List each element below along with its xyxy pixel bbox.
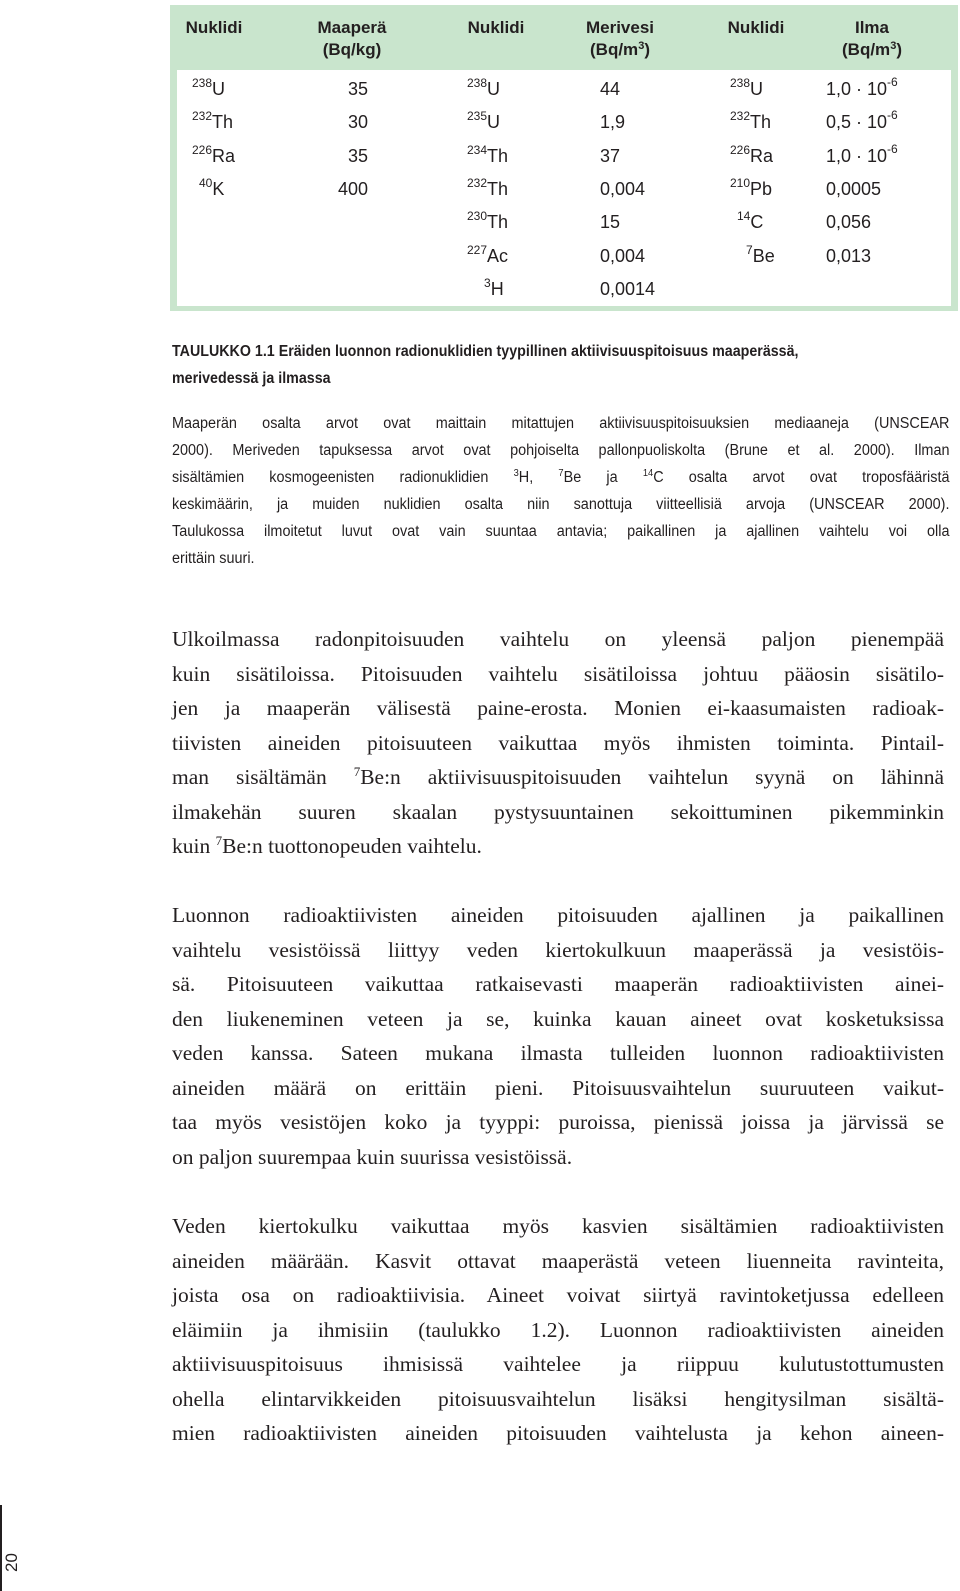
value-text: 37 — [600, 145, 621, 166]
value-text: 400 — [337, 178, 368, 199]
page-number: 20 — [2, 1553, 21, 1572]
text-run: man sisältämän — [172, 765, 354, 789]
paragraph-line: Luonnon radioaktiivisten aineiden pitoisuuden ajallinen ja paikallinen — [172, 903, 944, 927]
caption-text: sisältämien kosmogeenisten radionuklidien — [172, 469, 514, 486]
caption-text: C osalta arvot ovat troposfääristä — [653, 469, 950, 486]
paragraph-line: aktiivisuuspitoisuus ihmisissä vaihtelee ja riippuu kulutustottumusten — [172, 1352, 944, 1376]
mass-number: 3 — [484, 275, 491, 290]
value-text: 0,013 — [826, 245, 872, 266]
paragraph-waters — [172, 898, 944, 1174]
paragraph-line: veden kanssa. Sateen mukana ilmasta tulleiden luonnon radioaktiivisten — [172, 1041, 944, 1065]
caption-line — [172, 464, 949, 491]
value-cell — [600, 78, 620, 100]
mass-number: 238 — [192, 76, 213, 90]
mass-number: 234 — [467, 142, 488, 157]
header-unit: (Bq/kg) — [322, 40, 382, 59]
value-cell — [600, 278, 655, 300]
value-cell — [826, 245, 871, 267]
value-text: 30 — [347, 112, 368, 133]
value-cell — [270, 111, 368, 133]
header-label: Nuklidi — [467, 18, 525, 37]
paragraph-radon — [172, 622, 944, 864]
header-label: Merivesi — [585, 18, 655, 37]
paragraph-line: sä. Pitoisuuteen vaikuttaa ratkaisevasti maaperän radioaktiivisten ainei- — [172, 972, 944, 996]
caption-line: Maaperän osalta arvot ovat maittain mitattujen aktiivisuuspitoisuuksien mediaaneja (UNSCEAR — [172, 415, 950, 432]
value-text: 44 — [600, 79, 621, 99]
value-text: 35 — [347, 79, 368, 99]
value-cell — [600, 178, 645, 200]
caption-line: erittäin suuri. — [172, 550, 255, 567]
value-text: 1,0 · 10 — [826, 145, 888, 166]
mass-number: 7 — [353, 764, 361, 779]
element-symbol: K — [212, 178, 225, 199]
caption-line: Taulukossa ilmoitetut luvut ovat vain suuntaa antavia; paikallinen ja ajallinen vaihtelu voi olla — [172, 523, 950, 540]
table-caption-title — [172, 338, 952, 392]
paragraph-line: mien radioaktiivisten aineiden pitoisuuden vaihtelusta ja kehon aineen- — [172, 1421, 944, 1445]
nuclide-cell — [484, 275, 504, 300]
mass-number: 7 — [558, 468, 564, 479]
nuclide-cell — [467, 111, 500, 133]
element-symbol: Th — [487, 178, 509, 199]
element-symbol: Th — [750, 112, 772, 133]
element-symbol: Th — [487, 212, 509, 233]
nuclide-cell — [467, 242, 509, 267]
nuclide-cell — [730, 111, 771, 133]
mass-number: 227 — [467, 242, 488, 257]
paragraph-line — [172, 829, 944, 864]
value-cell — [826, 211, 871, 233]
paragraph-line: Ulkoilmassa radonpitoisuuden vaihtelu on yleensä paljon pienempää — [172, 627, 944, 651]
mass-number: 232 — [192, 109, 213, 124]
page-edge-mark — [0, 1505, 2, 1591]
element-symbol: H — [490, 278, 504, 299]
caption-text: H, — [518, 469, 559, 486]
header-label: Ilma — [854, 18, 890, 37]
nuclide-cell — [192, 142, 236, 167]
header-label: Maaperä — [317, 18, 387, 37]
header-unit: $(Bq/m^3)$ — [590, 40, 650, 59]
mass-number: 238 — [730, 76, 751, 90]
mass-number: 226 — [192, 142, 213, 157]
text-run: Be:n tuottonopeuden vaihtelu. — [222, 834, 482, 858]
table-header-sea — [570, 17, 670, 61]
exponent: -6 — [887, 75, 898, 89]
paragraph-line: tiivisten aineiden pitoisuuteen vaikuttaa myös ihmisten toiminta. Pintail- — [172, 730, 944, 755]
paragraph-line: vaihtelu vesistöissä liittyy veden kiertokulkuun maaperässä ja vesistöis- — [172, 937, 944, 962]
header-label: Nuklidi — [727, 18, 785, 37]
element-symbol: C — [750, 212, 764, 233]
nuclide-cell — [730, 175, 773, 200]
text-run: Be:n aktiivisuuspitoisuuden vaihtelun syynä on lähinnä — [360, 765, 944, 789]
table-header-air — [822, 17, 922, 61]
value-cell — [600, 211, 620, 233]
mass-number: 238 — [467, 76, 488, 90]
table-header-nuclide-3 — [718, 17, 794, 39]
header-label: Nuklidi — [185, 18, 243, 37]
nuclide-cell — [467, 211, 508, 233]
value-cell — [270, 178, 368, 200]
mass-number: 210 — [730, 175, 751, 190]
value-text: 35 — [347, 145, 368, 166]
paragraph-water-cycle — [172, 1209, 944, 1451]
exponent: -6 — [887, 108, 898, 123]
paragraph-line — [172, 760, 944, 795]
nuclide-cell — [199, 175, 225, 200]
value-cell — [600, 145, 620, 167]
value-cell — [600, 111, 625, 133]
value-text: 0,0005 — [826, 178, 882, 199]
paragraph-line: on paljon suurempaa kuin suurissa vesistöissä. — [172, 1144, 573, 1169]
element-symbol: Ra — [750, 145, 774, 166]
caption-title-line: merivedessä ja ilmassa — [172, 370, 331, 387]
value-text: 1,0 · 10 — [826, 79, 888, 99]
mass-number: 14 — [642, 468, 654, 479]
header-unit: $(Bq/m^3)$ — [842, 40, 902, 59]
nuclide-cell — [737, 211, 763, 233]
mass-number: 14 — [737, 209, 751, 224]
caption-line: 2000). Meriveden tapuksessa arvot ovat pohjoiselta pallonpuoliskolta (Brune et al. 2000). Ilman — [172, 442, 950, 459]
value-text: 0,056 — [826, 212, 872, 233]
paragraph-line: aineiden määrä on erittäin pieni. Pitoisuusvaihtelun suuruuteen vaikut- — [172, 1075, 944, 1100]
paragraph-line: ohella elintarvikkeiden pitoisuusvaihtelun lisäksi hengitysilman sisältä- — [172, 1386, 944, 1411]
mass-number: 7 — [215, 833, 223, 848]
paragraph-line: aineiden määrään. Kasvit ottavat maaperästä veteen liuenneita ravinteita, — [172, 1248, 944, 1273]
element-symbol: Ac — [487, 245, 509, 266]
value-text: 0,5 · 10 — [826, 112, 888, 133]
mass-number: 40 — [199, 175, 213, 190]
element-symbol: Ra — [212, 145, 236, 166]
nuclide-cell — [467, 78, 500, 100]
exponent: -6 — [887, 141, 898, 156]
nuclide-cell — [192, 111, 233, 133]
element-symbol: U — [487, 112, 501, 133]
value-cell — [826, 108, 898, 133]
value-text: 15 — [600, 212, 621, 233]
mass-number: 235 — [467, 109, 488, 124]
mass-number: 230 — [467, 209, 488, 224]
value-cell — [826, 178, 881, 200]
element-symbol: U — [487, 79, 501, 99]
table-header-nuclide-2 — [458, 17, 534, 39]
nuclide-cell — [192, 78, 225, 100]
mass-number: 232 — [467, 175, 488, 190]
paragraph-line: den liukeneminen veteen ja se, kuinka kauan aineet ovat kosketuksissa — [172, 1006, 944, 1031]
element-symbol: Be — [752, 245, 775, 266]
caption-text: Be ja — [563, 469, 643, 486]
value-text: 1,9 — [600, 112, 626, 133]
mass-number: 226 — [730, 142, 751, 157]
caption-title-line: TAULUKKO 1.1 Eräiden luonnon radionuklidien tyypillinen aktiivisuuspitoisuus maaperässä, — [172, 343, 799, 360]
mass-number: 232 — [730, 109, 751, 124]
nuclide-cell — [467, 142, 509, 167]
paragraph-line: Veden kiertokulku vaikuttaa myös kasvien sisältämien radioaktiivisten — [172, 1214, 944, 1238]
mass-number: 3 — [513, 468, 519, 479]
paragraph-line: joista osa on radioaktiivisia. Aineet voivat siirtyä ravintoketjussa edelleen — [172, 1283, 944, 1307]
nuclide-cell — [467, 175, 509, 200]
value-text: 0,004 — [600, 178, 646, 199]
nuclide-cell — [730, 78, 763, 100]
value-text: 0,004 — [600, 245, 646, 266]
element-symbol: Th — [487, 145, 509, 166]
value-cell — [270, 78, 368, 100]
mass-number: 7 — [746, 242, 753, 257]
paragraph-line: taa myös vesistöjen koko ja tyyppi: puroissa, pienissä joissa ja järvissä se — [172, 1110, 944, 1134]
value-text: 0,0014 — [600, 278, 656, 299]
table-caption-body — [172, 410, 949, 572]
element-symbol: U — [212, 79, 226, 99]
element-symbol: U — [750, 79, 764, 99]
value-cell — [826, 141, 898, 167]
paragraph-line: ilmakehän suuren skaalan pystysuuntainen sekoittuminen pikemminkin — [172, 799, 944, 824]
nuclide-cell — [746, 242, 775, 267]
nuclide-cell — [730, 142, 774, 167]
value-cell — [826, 75, 898, 100]
paragraph-line: kuin sisätiloissa. Pitoisuuden vaihtelu sisätiloissa johtuu pääosin sisätilo- — [172, 661, 944, 686]
value-cell — [270, 145, 368, 167]
value-cell — [600, 245, 645, 267]
text-run: kuin — [172, 834, 216, 858]
paragraph-line: eläimiin ja ihmisiin (taulukko 1.2). Luonnon radioaktiivisten aineiden — [172, 1317, 944, 1342]
element-symbol: Th — [212, 112, 234, 133]
table-header-nuclide-1 — [176, 17, 252, 39]
caption-line: keskimäärin, ja muiden nuklidien osalta niin sanottuja viitteellisiä arvoja (UNSCEAR 2000). — [172, 496, 950, 513]
paragraph-line: jen ja maaperän välisestä paine-erosta. Monien ei-kaasumaisten radioak- — [172, 696, 944, 720]
element-symbol: Pb — [750, 178, 773, 199]
table-header-soil — [302, 17, 402, 61]
